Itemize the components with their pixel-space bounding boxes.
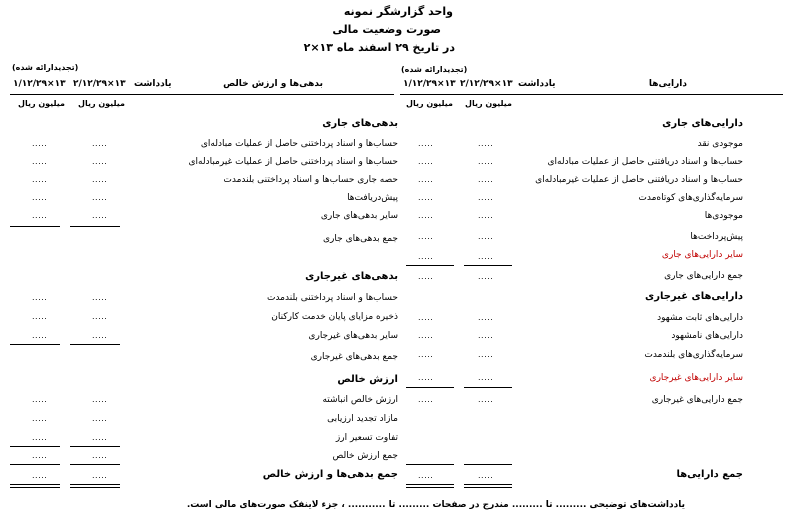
liab-value-current: ..... [92, 193, 108, 202]
asset-item-receivables-exchange: حساب‌ها و اسناد دریافتنی حاصل از عملیات مبادله‌ای [547, 157, 743, 167]
liab-value-prior: ..... [32, 157, 48, 166]
assets-grand-rule [464, 464, 512, 465]
equity-total-label: جمع ارزش خالص [332, 451, 398, 461]
liab-value-prior: ..... [32, 139, 48, 148]
liab-item-payables-exchange: حساب‌ها و اسناد پرداختنی حاصل از عملیات مبادله‌ای [200, 139, 398, 149]
asset-value-current: ..... [478, 350, 494, 359]
liab-value-prior: ..... [32, 293, 48, 302]
asset-value-prior: ..... [418, 232, 434, 241]
liab-value-current: ..... [92, 312, 108, 321]
assets-date-current: ۱۳×۲/۱۲/۲۹ [460, 79, 513, 89]
asset-item-cash: موجودی نقد [697, 139, 743, 149]
liab-item-other-noncurrent: سایر بدهی‌های غیرجاری [308, 331, 398, 341]
liab-value-current: ..... [92, 211, 108, 220]
asset-value-current: ..... [478, 139, 494, 148]
assets-title: دارایی‌ها [648, 79, 687, 89]
asset-value-current: ..... [478, 157, 494, 166]
liab-item-lt-payables: حساب‌ها و اسناد پرداختنی بلندمدت [266, 293, 398, 303]
assets-grand-rule [406, 464, 454, 465]
asset-value-current: ..... [478, 175, 494, 184]
liab-subtotal-rule [10, 226, 60, 227]
equity-subtotal-rule [10, 446, 60, 447]
asset-total-current: ..... [478, 395, 494, 404]
liab-value-prior: ..... [32, 193, 48, 202]
equity-total-current: ..... [92, 451, 108, 460]
asset-item-prepayments: پیش‌پرداخت‌ها [690, 232, 743, 242]
equity-total-prior: ..... [32, 451, 48, 460]
equity-header: ارزش خالص [337, 374, 398, 385]
statement-title: صورت وضعیت مالی [332, 23, 441, 36]
liab-double-rule [10, 484, 60, 488]
asset-item-inventories: موجودی‌ها [704, 211, 743, 221]
asset-grand-total-current: ..... [478, 471, 494, 480]
liab-value-current: ..... [92, 139, 108, 148]
assets-restated-label: (تجدیدارائه شده) [401, 65, 468, 74]
liab-date-prior: ۱۳×۱/۱۲/۲۹ [13, 79, 66, 89]
liab-subtotal-rule [10, 344, 60, 345]
asset-total-prior: ..... [418, 395, 434, 404]
asset-item-long-term-investments: سرمایه‌گذاری‌های بلندمدت [644, 350, 743, 360]
liab-item-current-portion-lt: حصه جاری حساب‌ها و اسناد پرداختنی بلندمدت [223, 175, 398, 185]
assets-unit-current: میلیون ریال [465, 99, 512, 108]
asset-value-prior: ..... [418, 193, 434, 202]
equity-value-current: ..... [92, 414, 108, 423]
liab-value-current: ..... [92, 331, 108, 340]
asset-value-current: ..... [478, 252, 494, 261]
asset-value-current: ..... [478, 331, 494, 340]
liab-current-total-label: جمع بدهی‌های جاری [323, 234, 398, 244]
liab-current-header: بدهی‌های جاری [322, 118, 398, 129]
liabilities-title: بدهی‌ها و ارزش خالص [223, 79, 323, 89]
equity-item-fx-difference: تفاوت تسعیر ارز [335, 433, 398, 443]
assets-noncurrent-header: دارایی‌های غیرجاری [645, 291, 743, 302]
statement-date: در تاریخ ۲۹ اسفند ماه ۱۳×۲ [303, 41, 455, 54]
liab-item-advances-received: پیش‌دریافت‌ها [347, 193, 398, 203]
liab-noncurrent-total-label: جمع بدهی‌های غیرجاری [310, 352, 398, 362]
asset-value-prior: ..... [418, 313, 434, 322]
liab-value-prior: ..... [32, 312, 48, 321]
assets-double-rule [464, 484, 512, 488]
liab-noncurrent-header: بدهی‌های غیرجاری [305, 271, 398, 282]
equity-item-accumulated: ارزش خالص انباشته [322, 395, 398, 405]
assets-grand-total-label: جمع دارایی‌ها [676, 469, 743, 480]
equity-item-revaluation: مازاد تجدید ارزیابی [327, 414, 398, 424]
assets-header-rule [400, 94, 783, 95]
assets-note-header: یادداشت [518, 79, 556, 89]
asset-value-prior: ..... [418, 350, 434, 359]
asset-value-current: ..... [478, 211, 494, 220]
asset-value-prior: ..... [418, 139, 434, 148]
liab-grand-rule [70, 464, 120, 465]
liab-grand-total-current: ..... [92, 471, 108, 480]
assets-current-total-label: جمع دارایی‌های جاری [664, 271, 743, 281]
asset-item-short-term-investments: سرمایه‌گذاری‌های کوتاه‌مدت [638, 193, 743, 203]
liab-grand-total-prior: ..... [32, 471, 48, 480]
asset-item-other-noncurrent: سایر دارایی‌های غیرجاری [649, 373, 743, 383]
equity-subtotal-rule [70, 446, 120, 447]
liab-value-current: ..... [92, 175, 108, 184]
liab-header-rule [10, 94, 394, 95]
liab-value-prior: ..... [32, 211, 48, 220]
liab-subtotal-rule [70, 344, 120, 345]
equity-value-current: ..... [92, 395, 108, 404]
asset-value-current: ..... [478, 373, 494, 382]
footer-note: یادداشت‌های توضیحی ......... تا ......... مندرج در صفحات ......... تا ........... ، جزء لاینفک صورت‌های مالی است. [186, 500, 685, 510]
asset-value-prior: ..... [418, 211, 434, 220]
liab-restated-label: (تجدیدارائه شده) [12, 63, 79, 72]
asset-value-prior: ..... [418, 157, 434, 166]
asset-value-current: ..... [478, 193, 494, 202]
liab-unit-current: میلیون ریال [78, 99, 125, 108]
asset-value-prior: ..... [418, 331, 434, 340]
asset-value-prior: ..... [418, 175, 434, 184]
asset-total-current: ..... [478, 272, 494, 281]
liab-value-prior: ..... [32, 331, 48, 340]
liab-grand-total-label: جمع بدهی‌ها و ارزش خالص [262, 469, 398, 480]
equity-value-prior: ..... [32, 395, 48, 404]
asset-item-ppe: دارایی‌های ثابت مشهود [657, 313, 743, 323]
asset-value-current: ..... [478, 232, 494, 241]
assets-subtotal-rule [464, 387, 512, 388]
assets-date-prior: ۱۳×۱/۱۲/۲۹ [403, 79, 456, 89]
liab-value-prior: ..... [32, 175, 48, 184]
assets-double-rule [406, 484, 454, 488]
liab-subtotal-rule [70, 226, 120, 227]
asset-item-intangibles: دارایی‌های نامشهود [671, 331, 743, 341]
asset-item-other-current: سایر دارایی‌های جاری [661, 250, 743, 260]
liab-unit-prior: میلیون ریال [18, 99, 65, 108]
liab-grand-rule [10, 464, 60, 465]
liab-item-payables-nonexchange: حساب‌ها و اسناد پرداختنی حاصل از عملیات غیرمبادله‌ای [188, 157, 398, 167]
assets-subtotal-rule [406, 387, 454, 388]
assets-subtotal-rule [406, 265, 454, 266]
asset-grand-total-prior: ..... [418, 471, 434, 480]
liab-item-other-current: سایر بدهی‌های جاری [320, 211, 398, 221]
asset-value-prior: ..... [418, 373, 434, 382]
liab-value-current: ..... [92, 293, 108, 302]
liab-date-current: ۱۳×۲/۱۲/۲۹ [73, 79, 126, 89]
asset-item-receivables-nonexchange: حساب‌ها و اسناد دریافتنی حاصل از عملیات غیرمبادله‌ای [535, 175, 743, 185]
asset-total-prior: ..... [418, 272, 434, 281]
assets-current-header: دارایی‌های جاری [662, 118, 743, 129]
liab-item-end-of-service: ذخیره مزایای پایان خدمت کارکنان [271, 312, 398, 322]
equity-value-prior: ..... [32, 433, 48, 442]
liab-note-header: یادداشت [134, 79, 172, 89]
equity-value-prior: ..... [32, 414, 48, 423]
liab-value-current: ..... [92, 157, 108, 166]
liab-double-rule [70, 484, 120, 488]
assets-unit-prior: میلیون ریال [406, 99, 453, 108]
asset-value-prior: ..... [418, 252, 434, 261]
company-name: واحد گزارشگر نمونه [343, 5, 453, 18]
assets-noncurrent-total-label: جمع دارایی‌های غیرجاری [651, 395, 743, 405]
assets-subtotal-rule [464, 265, 512, 266]
asset-value-current: ..... [478, 313, 494, 322]
equity-value-current: ..... [92, 433, 108, 442]
